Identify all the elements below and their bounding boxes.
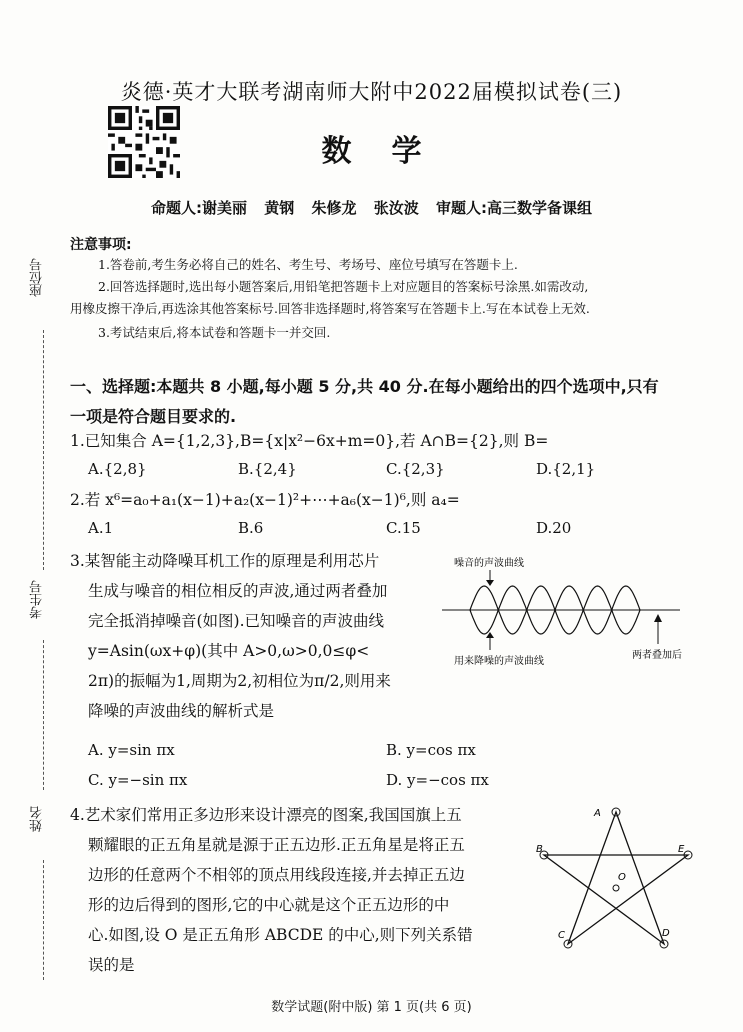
q3-option-d: D. y=−cos πx xyxy=(386,771,489,789)
label-a: A xyxy=(594,808,601,819)
q3-line-2: 生成与噪音的相位相反的声波,通过两者叠加 xyxy=(88,582,388,600)
q3-line-5: 2π)的振幅为1,周期为2,初相位为π/2,则用来 xyxy=(88,672,391,690)
arrow-head-sum xyxy=(654,614,662,622)
author-2: 黄钢 xyxy=(264,199,295,217)
author-4: 张汝波 xyxy=(373,199,419,217)
label-o: O xyxy=(618,872,626,883)
side-label-name: 姓名 xyxy=(30,806,45,832)
q1-option-b: B.{2,4} xyxy=(238,460,297,478)
notice-item-1: 1.答卷前,考生务必将自己的姓名、考生号、考场号、座位号填写在答题卡上. xyxy=(98,257,518,272)
side-label-seat: 座位号 xyxy=(30,258,45,297)
notice-item-2-cont: 用橡皮擦干净后,再选涂其他答案标号.回答非选择题时,将答案写在答题卡上.写在本试卷上无效. xyxy=(70,301,590,316)
q4-pentagram-figure xyxy=(528,800,708,960)
q3-line-1: 3.某智能主动降噪耳机工作的原理是利用芯片 xyxy=(70,552,380,570)
label-c: C xyxy=(558,930,565,941)
section-heading xyxy=(70,372,700,432)
q2-option-c: C.15 xyxy=(386,519,421,537)
q1-option-d: D.{2,1} xyxy=(536,460,596,478)
exam-title: 炎德·英才大联考湖南师大附中2022届模拟试卷(三) xyxy=(120,80,623,104)
label-sum-wave: 两者叠加后 xyxy=(632,650,682,661)
q2-option-a: A.1 xyxy=(88,519,114,537)
reviewer: 审题人:高三数学备课组 xyxy=(435,199,592,217)
notice-item-3: 3.考试结束后,将本试卷和答题卡一并交回. xyxy=(98,325,331,340)
arrow-head-noise xyxy=(486,580,494,586)
q3-option-b: B. y=cos πx xyxy=(386,741,476,759)
q2-option-b: B.6 xyxy=(238,519,264,537)
center-o xyxy=(613,885,619,891)
subject-title: 数学 xyxy=(321,134,462,169)
label-noise-wave: 噪音的声波曲线 xyxy=(454,558,524,569)
label-e: E xyxy=(678,844,685,855)
binding-line xyxy=(43,860,44,980)
q4-line-1: 4.艺术家们常用正多边形来设计漂亮的图案,我国国旗上五 xyxy=(70,806,462,824)
question-4-stem xyxy=(70,800,540,980)
question-3-stem xyxy=(70,546,450,726)
page-footer: 数学试题(附中版) 第 1 页(共 6 页) xyxy=(271,1000,472,1015)
q4-line-5: 心.如图,设 O 是正五角形 ABCDE 的中心,则下列关系错 xyxy=(88,926,473,944)
binding-line xyxy=(43,330,44,570)
q4-line-4: 形的边后得到的图形,它的中心就是这个正五边形的中 xyxy=(88,896,450,914)
notice-item-2: 2.回答选择题时,选出每小题答案后,用铅笔把答题卡上对应题目的答案标号涂黑.如需改动, xyxy=(98,279,589,294)
q2-option-d: D.20 xyxy=(536,519,572,537)
q3-option-c: C. y=−sin πx xyxy=(88,771,188,789)
q3-line-3: 完全抵消掉噪音(如图).已知噪音的声波曲线 xyxy=(88,612,385,630)
author-3: 朱修龙 xyxy=(311,199,357,217)
label-b: B xyxy=(536,844,543,855)
q3-line-4: y=Asin(ωx+φ)(其中 A>0,ω>0,0≤φ< xyxy=(88,642,370,660)
side-label-exam-number: 考生号 xyxy=(30,580,45,619)
section-heading-line1: 一、选择题:本题共 8 小题,每小题 5 分,共 40 分.在每小题给出的四个选项中,只有 xyxy=(70,377,659,396)
section-heading-line2: 一项是符合题目要求的. xyxy=(70,407,237,426)
label-d: D xyxy=(662,928,670,939)
q4-line-6: 误的是 xyxy=(88,956,135,974)
q3-wave-figure xyxy=(440,550,700,670)
label-cancel-wave: 用来降噪的声波曲线 xyxy=(454,656,544,667)
q4-line-2: 颗耀眼的正五角星就是源于正五边形.正五角星是将正五 xyxy=(88,836,465,854)
q3-option-a: A. y=sin πx xyxy=(88,741,175,759)
q4-line-3: 边形的任意两个不相邻的顶点用线段连接,并去掉正五边 xyxy=(88,866,465,884)
q3-line-6: 降噪的声波曲线的解析式是 xyxy=(88,702,275,720)
notice-heading: 注意事项: xyxy=(70,237,132,253)
q1-option-a: A.{2,8} xyxy=(88,460,147,478)
binding-line xyxy=(43,640,44,790)
pentagram xyxy=(544,812,688,944)
author-1: 命题人:谢美丽 xyxy=(151,199,247,217)
question-2-stem: 2.若 x⁶=a₀+a₁(x−1)+a₂(x−1)²+⋯+a₆(x−1)⁶,则 a₄= xyxy=(70,491,460,509)
authors-line xyxy=(0,197,743,218)
question-1-stem: 1.已知集合 A={1,2,3},B={x|x²−6x+m=0},若 A∩B={2},则 B= xyxy=(70,432,549,450)
q1-option-c: C.{2,3} xyxy=(386,460,445,478)
